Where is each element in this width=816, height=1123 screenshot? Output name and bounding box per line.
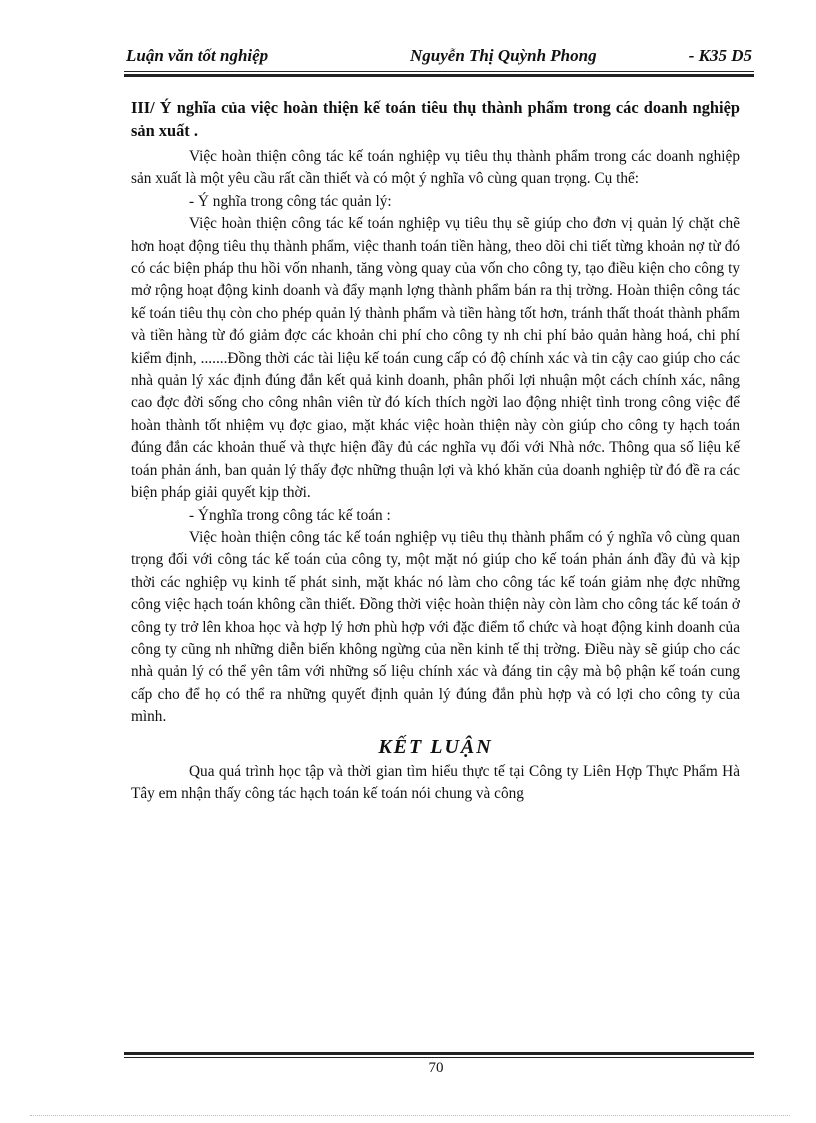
header-rule-thin [124, 71, 754, 72]
bullet-accounting: - Ýnghĩa trong công tác kế toán : [189, 506, 391, 524]
footer-rule-thick [124, 1052, 754, 1055]
page-edge-dotted-line [30, 1115, 790, 1116]
page-body [131, 96, 740, 805]
paragraph-accounting: Việc hoàn thiện công tác kế toán nghiệp vụ tiêu thụ thành phẩm có ý nghĩa vô cùng quan trọng đối với công tác kế toán của công ty, một mặt nó giúp cho kế toán phản ánh đầy đủ và kịp thời các nghiệp vụ kinh tế phát sinh, mặt khác nó làm cho công tác kế toán giảm nhẹ đợc những công việc hạch toán không cần thiết. Đồng thời việc hoàn thiện này còn làm cho công tác kế toán ở công ty trở lên khoa học và hợp lý hơn phù hợp với đặc điểm tổ chức và hoạt động kinh doanh của công ty cũng nh những diễn biến không ngừng của nền kinh tế thị trờng. Điều này sẽ giúp cho các nhà quản lý có thể yên tâm với những số liệu chính xác và đáng tin cậy mà bộ phận kế toán cung cấp cho để họ có thể ra những quyết định quản lý đúng đắn phù hợp và có lợi cho công ty của mình. [131, 528, 740, 726]
header-class-code: - K35 D5 [688, 46, 752, 65]
paragraph-conclusion: Qua quá trình học tập và thời gian tìm hiểu thực tế tại Công ty Liên Hợp Thực Phẩm Hà Tây em nhận thấy công tác hạch toán kế toán nói chung và công [131, 762, 740, 802]
header-thesis-label: Luận văn tốt nghiệp [126, 46, 269, 65]
header-author-name: Nguyễn Thị Quỳnh Phong [410, 46, 597, 65]
footer-rule-thin [124, 1057, 754, 1058]
section-title: III/ Ý nghĩa của việc hoàn thiện kế toán tiêu thụ thành phẩm trong các doanh nghiệp sản xuất . [131, 98, 740, 140]
page-number: 70 [428, 1060, 444, 1076]
paragraph-management: Việc hoàn thiện công tác kế toán nghiệp vụ tiêu thụ sẽ giúp cho đơn vị quản lý chặt chẽ hơn hoạt động tiêu thụ thành phẩm, việc thanh toán tiền hàng, theo dõi chi tiết từng khoản nợ từ đó có các biện pháp thu hồi vốn nhanh, tăng vòng quay của vốn cho công ty, tạo điều kiện cho công ty mở rộng hoạt động kinh doanh và đẩy mạnh lợng thành phẩm bán ra thị trờng. Hoàn thiện công tác kế toán tiêu thụ còn cho phép quản lý thành phẩm và tiền hàng tốt hơn, tránh thất thoát thành phẩm và tiền hàng từ đó giảm đợc các khoản chi phí cho công ty nh chi phí bảo quản hàng hoá, chi phí kiểm định, .......Đồng thời các tài liệu kế toán cung cấp có độ chính xác và tin cậy cao giúp cho các nhà quản lý xác định đúng đắn kết quả kinh doanh, phân phối lợi nhuận một cách chính xác, nâng cao đợc đời sống cho công nhân viên từ đó kích thích ngời lao động nhiệt tình trong công việc để hoàn thành tốt nhiệm vụ đợc giao, mặt khác việc hoàn thiện này còn giúp cho công ty hạch toán đúng đắn các khoản thuế và thực hiện đầy đủ các nghĩa vụ đối với Nhà nớc. Thông qua số liệu kế toán phản ánh, ban quản lý thấy đợc những thuận lợi và khó khăn của doanh nghiệp từ đó đề ra các biện pháp giải quyết kịp thời. [131, 215, 740, 502]
header-rule-thick [124, 74, 754, 77]
paragraph-intro: Việc hoàn thiện công tác kế toán nghiệp vụ tiêu thụ thành phẩm trong các doanh nghiệp sản xuất là một yêu cầu rất cần thiết và có một ý nghĩa vô cùng quan trọng. Cụ thể: [131, 148, 740, 188]
bullet-management: - Ý nghĩa trong công tác quản lý: [189, 192, 392, 210]
conclusion-heading: KẾT LUẬN [378, 735, 493, 758]
page-header [126, 46, 752, 68]
